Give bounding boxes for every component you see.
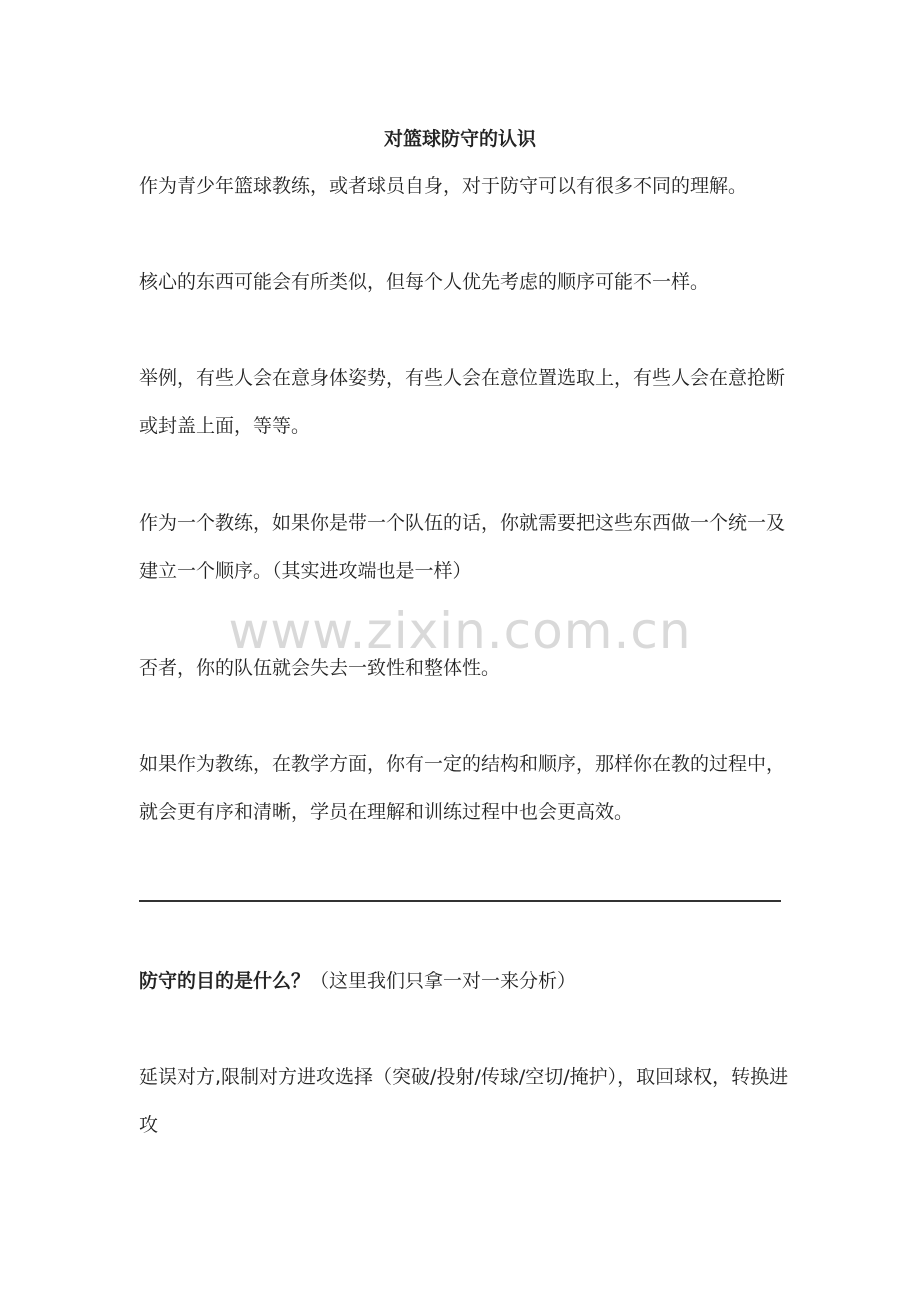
horizontal-rule xyxy=(139,900,781,902)
paragraph-1: 作为青少年篮球教练，或者球员自身，对于防守可以有很多不同的理解。 xyxy=(139,175,748,197)
paragraph-2: 核心的东西可能会有所类似，但每个人优先考虑的顺序可能不一样。 xyxy=(139,271,710,293)
section-heading-bold: 防守的目的是什么？ xyxy=(139,970,311,992)
section-heading-note: （这里我们只拿一对一来分析） xyxy=(310,970,577,992)
paragraph-3: 举例，有些人会在意身体姿势，有些人会在意位置选取上，有些人会在意抢断或封盖上面，等等。 xyxy=(139,367,786,437)
paragraph-6: 如果作为教练，在教学方面，你有一定的结构和顺序，那样你在教的过程中，就会更有序和清晰，学员在理解和训练过程中也会更高效。 xyxy=(139,753,786,823)
watermark: www.zixin.com.cn xyxy=(228,602,692,660)
paragraph-5: 否者，你的队伍就会失去一致性和整体性。 xyxy=(139,657,501,679)
document-title: 对篮球防守的认识 xyxy=(383,128,536,150)
paragraph-4: 作为一个教练，如果你是带一个队伍的话，你就需要把这些东西做一个统一及建立一个顺序。（其实进攻端也是一样） xyxy=(139,512,786,582)
section-heading xyxy=(139,957,799,1005)
paragraph-7: 延误对方,限制对方进攻选择（突破/投射/传球/空切/掩护），取回球权，转换进攻 xyxy=(139,1066,789,1136)
